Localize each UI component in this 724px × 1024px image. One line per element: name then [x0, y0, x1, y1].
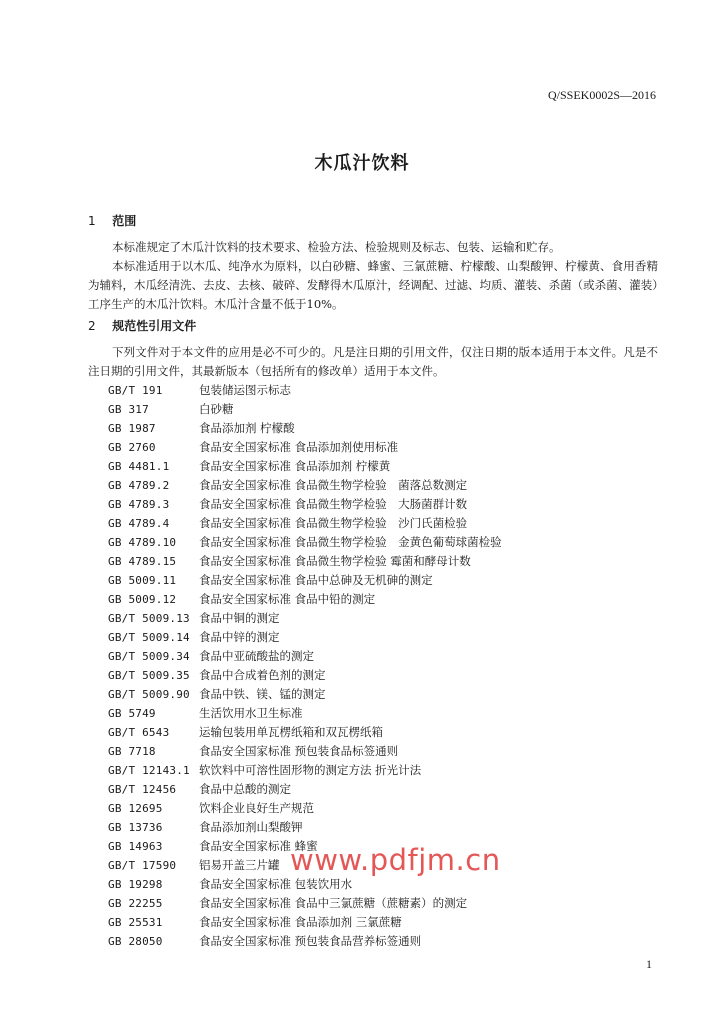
- reference-item: [108, 875, 502, 894]
- reference-title: 食品安全国家标准 食品中铅的测定: [199, 592, 376, 606]
- reference-code: GB/T 5009.14: [108, 631, 190, 644]
- reference-item: [108, 495, 502, 514]
- reference-item: [108, 818, 502, 837]
- reference-item: [108, 704, 502, 723]
- reference-title: 食品中亚硫酸盐的测定: [199, 649, 314, 663]
- reference-item: [108, 400, 502, 419]
- reference-code: GB 28050: [108, 935, 163, 948]
- page-number: 1: [646, 957, 652, 971]
- reference-code: GB 1987: [108, 422, 156, 435]
- reference-code: GB 14963: [108, 840, 163, 853]
- reference-title: 食品安全国家标准 食品中总砷及无机砷的测定: [199, 573, 433, 587]
- reference-code: GB 317: [108, 403, 149, 416]
- reference-title: 白砂糖: [199, 402, 234, 416]
- reference-title: 食品安全国家标准 食品添加剂 三氯蔗糖: [199, 915, 402, 929]
- reference-code: GB 22255: [108, 897, 163, 910]
- watermark: www.pdfjm.cn: [290, 843, 501, 877]
- reference-code: GB/T 5009.90: [108, 688, 190, 701]
- reference-title: 铝易开盖三片罐: [199, 858, 280, 872]
- section-1-heading: [88, 212, 136, 229]
- reference-code: GB/T 5009.34: [108, 650, 190, 663]
- reference-code: GB/T 12143.1: [108, 764, 190, 777]
- reference-title: 食品安全国家标准 预包装食品标签通则: [199, 744, 399, 758]
- reference-title: 饮料企业良好生产规范: [199, 801, 314, 815]
- section-2-number: 2: [88, 319, 96, 333]
- reference-item: [108, 476, 502, 495]
- reference-title: 食品添加剂 柠檬酸: [199, 421, 295, 435]
- reference-item: [108, 552, 502, 571]
- reference-title: 食品安全国家标准 食品微生物学检验 金黄色葡萄球菌检验: [199, 535, 502, 549]
- reference-code: GB/T 191: [108, 384, 163, 397]
- reference-item: [108, 780, 502, 799]
- reference-item: [108, 590, 502, 609]
- reference-code: GB 12695: [108, 802, 163, 815]
- reference-item: [108, 742, 502, 761]
- references-intro-paragraph: 下列文件对于本文件的应用是必不可少的。凡是注日期的引用文件，仅注日期的版本适用于本文件。凡是不注日期的引用文件，其最新版本（包括所有的修改单）适用于本文件。: [88, 345, 658, 378]
- reference-title: 软饮料中可溶性固形物的测定方法 折光计法: [199, 763, 422, 777]
- reference-code: GB 7718: [108, 745, 156, 758]
- reference-item: [108, 533, 502, 552]
- reference-code: GB/T 5009.13: [108, 612, 190, 625]
- section-1-title: 范围: [112, 214, 137, 228]
- reference-title: 食品安全国家标准 食品微生物学检验 大肠菌群计数: [199, 497, 468, 511]
- reference-title: 食品中锌的测定: [199, 630, 280, 644]
- reference-code: GB 2760: [108, 441, 156, 454]
- section-2-title: 规范性引用文件: [112, 319, 197, 333]
- reference-item: [108, 666, 502, 685]
- reference-code: GB/T 17590: [108, 859, 177, 872]
- scope-paragraph-1: 本标准规定了木瓜汁饮料的技术要求、检验方法、检验规则及标志、包装、运输和贮存。: [112, 240, 561, 254]
- scope-paragraph-2: 本标准适用于以木瓜、纯净水为原料，以白砂糖、蜂蜜、三氯蔗糖、柠檬酸、山梨酸钾、柠檬黄、食用香精为辅料，木瓜经清洗、去皮、去核、破碎、发酵得木瓜原汁，经调配、过滤、均质、灌装、杀菌（或杀菌、灌装）工序生产的木瓜汁饮料。木瓜汁含量不低于10%。: [88, 259, 658, 311]
- reference-item: [108, 647, 502, 666]
- reference-title: 食品安全国家标准 食品微生物学检验 霉菌和酵母计数: [199, 554, 471, 568]
- section-2-heading: [88, 317, 196, 334]
- reference-title: 包装储运图示标志: [199, 383, 291, 397]
- reference-item: [108, 761, 502, 780]
- reference-item: [108, 932, 502, 951]
- reference-item: [108, 913, 502, 932]
- reference-title: 生活饮用水卫生标准: [199, 706, 303, 720]
- reference-title: 食品安全国家标准 食品添加剂 柠檬黄: [199, 459, 391, 473]
- reference-item: [108, 609, 502, 628]
- standard-number: Q/SSEK0002S—2016: [547, 88, 656, 102]
- reference-code: GB 13736: [108, 821, 163, 834]
- reference-title: 食品中合成着色剂的测定: [199, 668, 326, 682]
- reference-code: GB/T 6543: [108, 726, 170, 739]
- reference-item: [108, 381, 502, 400]
- reference-item: [108, 438, 502, 457]
- reference-title: 食品中铜的测定: [199, 611, 280, 625]
- reference-code: GB 4789.10: [108, 536, 177, 549]
- reference-code: GB 4789.3: [108, 498, 170, 511]
- reference-item: [108, 457, 502, 476]
- reference-title: 食品安全国家标准 预包装食品营养标签通则: [199, 934, 422, 948]
- reference-title: 食品安全国家标准 食品微生物学检验 菌落总数测定: [199, 478, 468, 492]
- reference-item: [108, 571, 502, 590]
- reference-code: GB/T 5009.35: [108, 669, 190, 682]
- reference-title: 食品中总酸的测定: [199, 782, 291, 796]
- document-title: 木瓜汁饮料: [314, 153, 410, 174]
- reference-item: [108, 894, 502, 913]
- reference-code: GB 5749: [108, 707, 156, 720]
- reference-item: [108, 685, 502, 704]
- reference-code: GB 4789.15: [108, 555, 177, 568]
- reference-item: [108, 419, 502, 438]
- reference-code: GB 4789.4: [108, 517, 170, 530]
- reference-item: [108, 723, 502, 742]
- reference-code: GB 5009.11: [108, 574, 177, 587]
- reference-title: 食品安全国家标准 包装饮用水: [199, 877, 353, 891]
- reference-item: [108, 514, 502, 533]
- reference-title: 食品中铁、镁、锰的测定: [199, 687, 326, 701]
- reference-title: 食品安全国家标准 食品微生物学检验 沙门氏菌检验: [199, 516, 468, 530]
- reference-title: 食品安全国家标准 食品添加剂使用标准: [199, 440, 399, 454]
- reference-code: GB 4789.2: [108, 479, 170, 492]
- reference-title: 食品安全国家标准 食品中三氯蔗糖（蔗糖素）的测定: [199, 896, 468, 910]
- reference-title: 食品安全国家标准 蜂蜜: [199, 839, 318, 853]
- section-1-number: 1: [88, 214, 96, 228]
- reference-title: 运输包装用单瓦楞纸箱和双瓦楞纸箱: [199, 725, 383, 739]
- reference-code: GB 25531: [108, 916, 163, 929]
- reference-code: GB 5009.12: [108, 593, 177, 606]
- reference-item: [108, 628, 502, 647]
- reference-code: GB/T 12456: [108, 783, 177, 796]
- reference-title: 食品添加剂山梨酸钾: [199, 820, 303, 834]
- reference-item: [108, 799, 502, 818]
- reference-code: GB 4481.1: [108, 460, 170, 473]
- reference-code: GB 19298: [108, 878, 163, 891]
